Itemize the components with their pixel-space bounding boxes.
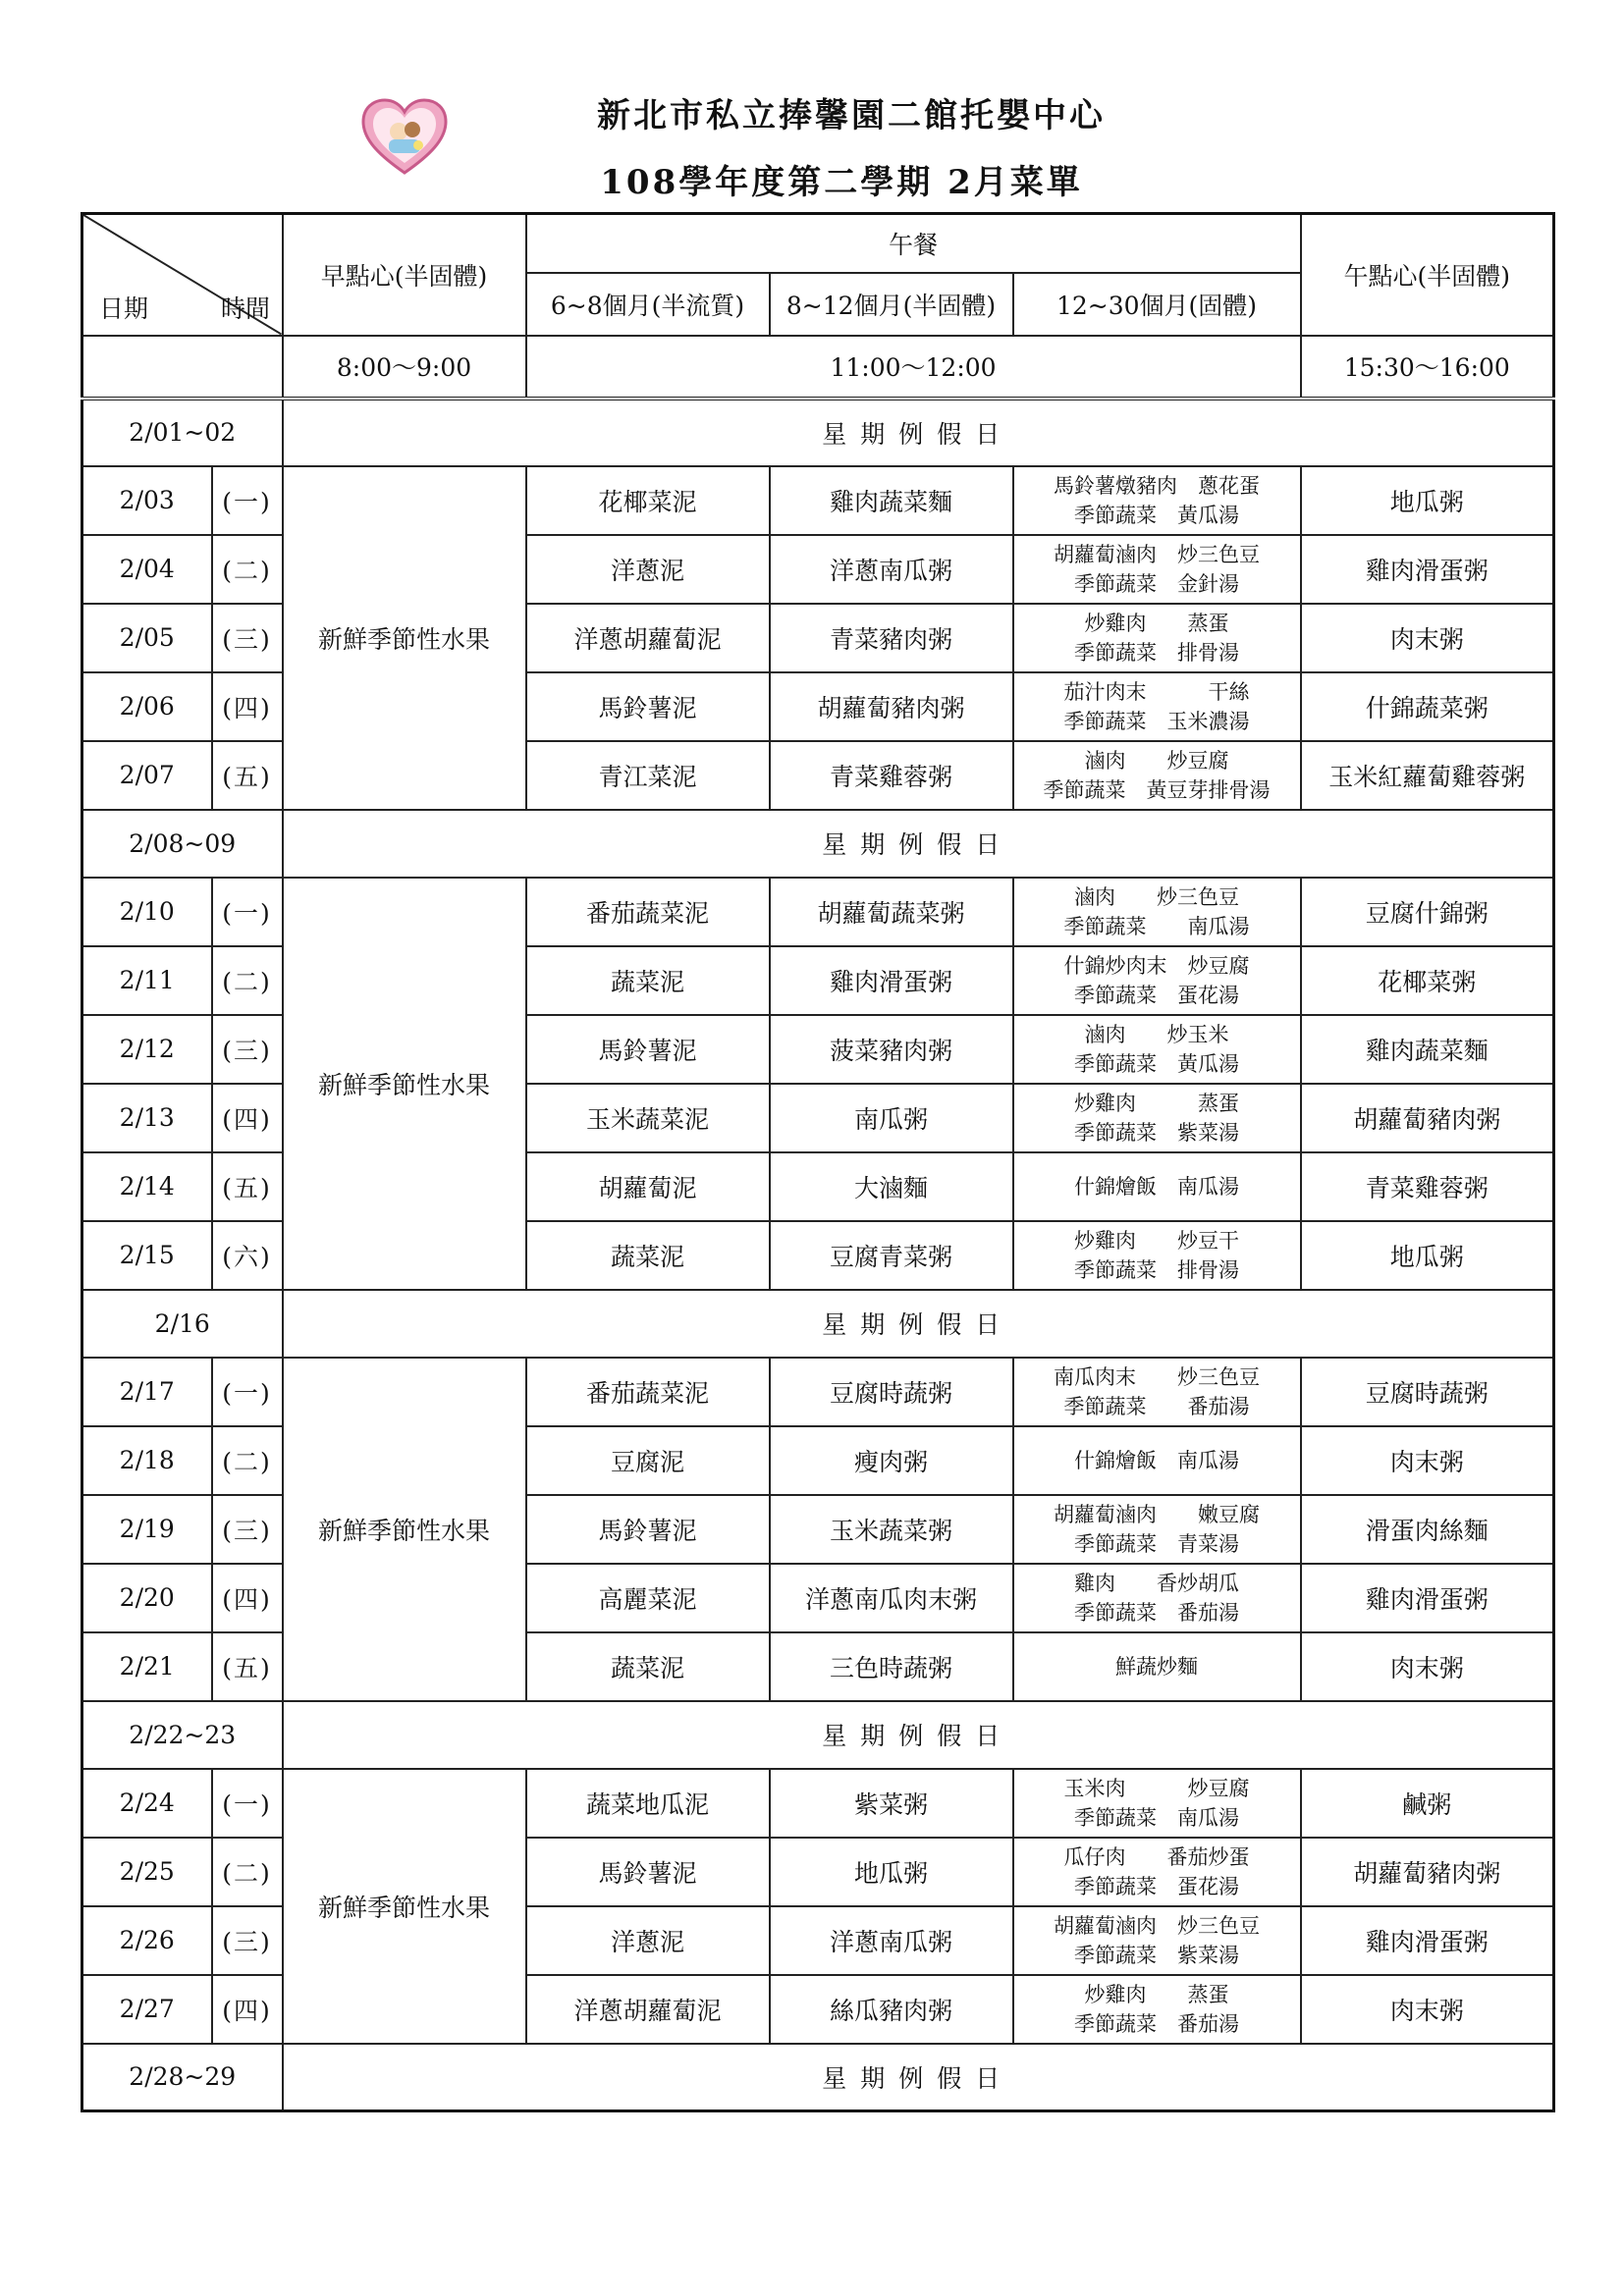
holiday-label: 星期例假日	[283, 810, 1554, 878]
menu-table	[81, 212, 1555, 2112]
lunch-12-30-line-1: 馬鈴薯燉豬肉 蔥花蛋	[1054, 473, 1261, 498]
lunch-12-30-line-2: 季節蔬菜 紫菜湯	[1074, 1120, 1240, 1145]
day-date: 2/14	[82, 1152, 212, 1221]
lunch-12-30-line-2: 季節蔬菜 番茄湯	[1074, 1600, 1240, 1625]
day-date: 2/18	[82, 1426, 212, 1495]
lunch-12-30-line-2: 季節蔬菜 蛋花湯	[1074, 1874, 1240, 1898]
lunch-12-30-dish	[1013, 741, 1301, 810]
lunch-12-30-dish	[1013, 1084, 1301, 1152]
lunch-6-8-dish: 蔬菜泥	[526, 1632, 770, 1701]
lunch-12-30-header: 12~30個月(固體)	[1013, 273, 1301, 336]
day-weekday: (三)	[212, 1906, 283, 1975]
lunch-12-30-line-2: 季節蔬菜 排骨湯	[1074, 1257, 1240, 1282]
lunch-12-30-dish	[1013, 1632, 1301, 1701]
holiday-label: 星期例假日	[283, 399, 1554, 466]
lunch-6-8-dish: 蔬菜泥	[526, 946, 770, 1015]
lunch-6-8-dish: 洋蔥泥	[526, 1906, 770, 1975]
snack-dish: 豆腐時蔬粥	[1301, 1358, 1554, 1426]
header-row-1	[82, 214, 1554, 273]
lunch-12-30-dish	[1013, 878, 1301, 946]
lunch-8-12-dish: 三色時蔬粥	[770, 1632, 1013, 1701]
snack-dish: 肉末粥	[1301, 1426, 1554, 1495]
lunch-8-12-dish: 紫菜粥	[770, 1769, 1013, 1838]
lunch-12-30-line-2: 季節蔬菜 黃瓜湯	[1074, 1051, 1240, 1076]
day-date: 2/11	[82, 946, 212, 1015]
lunch-6-8-dish: 馬鈴薯泥	[526, 1015, 770, 1084]
day-weekday: (五)	[212, 1632, 283, 1701]
snack-dish: 肉末粥	[1301, 1632, 1554, 1701]
lunch-6-8-dish: 番茄蔬菜泥	[526, 878, 770, 946]
date-time-header-cell	[82, 214, 283, 336]
lunch-12-30-line-1: 雞肉 香炒胡瓜	[1074, 1571, 1240, 1595]
breakfast-fruit: 新鮮季節性水果	[283, 878, 526, 1290]
lunch-12-30-line-2: 季節蔬菜 金針湯	[1074, 571, 1240, 596]
lunch-8-12-dish: 胡蘿蔔蔬菜粥	[770, 878, 1013, 946]
lunch-12-30-line-1: 鮮蔬炒麵	[1115, 1654, 1199, 1679]
lunch-12-30-line-1: 胡蘿蔔滷肉 嫩豆腐	[1054, 1502, 1261, 1526]
holiday-row	[82, 1290, 1554, 1358]
lunch-12-30-line-2: 季節蔬菜 番茄湯	[1074, 2011, 1240, 2036]
holiday-row	[82, 810, 1554, 878]
lunch-8-12-dish: 雞肉蔬菜麵	[770, 466, 1013, 535]
snack-dish: 青菜雞蓉粥	[1301, 1152, 1554, 1221]
holiday-date: 2/16	[82, 1290, 283, 1358]
lunch-12-30-line-2: 季節蔬菜 排骨湯	[1074, 640, 1240, 665]
lunch-6-8-dish: 洋蔥泥	[526, 535, 770, 604]
snack-dish: 花椰菜粥	[1301, 946, 1554, 1015]
snack-dish: 滑蛋肉絲麵	[1301, 1495, 1554, 1564]
lunch-12-30-line-1: 胡蘿蔔滷肉 炒三色豆	[1054, 1913, 1261, 1938]
day-date: 2/15	[82, 1221, 212, 1290]
breakfast-fruit: 新鮮季節性水果	[283, 466, 526, 810]
holiday-row	[82, 1701, 1554, 1769]
lunch-6-8-dish: 馬鈴薯泥	[526, 1495, 770, 1564]
day-row	[82, 466, 1554, 535]
lunch-8-12-dish: 玉米蔬菜粥	[770, 1495, 1013, 1564]
day-weekday: (四)	[212, 1564, 283, 1632]
day-row	[82, 1358, 1554, 1426]
day-date: 2/05	[82, 604, 212, 672]
day-weekday: (一)	[212, 878, 283, 946]
holiday-date: 2/28~29	[82, 2044, 283, 2111]
lunch-12-30-line-2: 季節蔬菜 番茄湯	[1063, 1394, 1250, 1418]
lunch-12-30-line-1: 什錦燴飯 南瓜湯	[1074, 1448, 1240, 1472]
day-date: 2/27	[82, 1975, 212, 2044]
day-weekday: (一)	[212, 1358, 283, 1426]
lunch-12-30-line-1: 炒雞肉 炒豆干	[1074, 1228, 1240, 1253]
lunch-12-30-dish	[1013, 1495, 1301, 1564]
day-date: 2/12	[82, 1015, 212, 1084]
holiday-row	[82, 2044, 1554, 2111]
snack-dish: 雞肉滑蛋粥	[1301, 1564, 1554, 1632]
lunch-12-30-dish	[1013, 672, 1301, 741]
lunch-8-12-dish: 洋蔥南瓜粥	[770, 535, 1013, 604]
lunch-12-30-line-1: 炒雞肉 蒸蛋	[1074, 1091, 1240, 1115]
day-date: 2/06	[82, 672, 212, 741]
lunch-12-30-line-1: 炒雞肉 蒸蛋	[1084, 611, 1229, 635]
day-date: 2/04	[82, 535, 212, 604]
lunch-12-30-line-2: 季節蔬菜 南瓜湯	[1063, 914, 1250, 938]
day-date: 2/13	[82, 1084, 212, 1152]
day-weekday: (一)	[212, 1769, 283, 1838]
time-row	[82, 336, 1554, 399]
lunch-6-8-dish: 花椰菜泥	[526, 466, 770, 535]
lunch-6-8-dish: 胡蘿蔔泥	[526, 1152, 770, 1221]
lunch-12-30-line-1: 滷肉 炒三色豆	[1074, 884, 1240, 909]
lunch-8-12-dish: 洋蔥南瓜粥	[770, 1906, 1013, 1975]
day-weekday: (四)	[212, 672, 283, 741]
lunch-12-30-dish	[1013, 1838, 1301, 1906]
holiday-row	[82, 399, 1554, 466]
lunch-12-30-dish	[1013, 466, 1301, 535]
lunch-12-30-line-2: 季節蔬菜 青菜湯	[1074, 1531, 1240, 1556]
lunch-6-8-dish: 洋蔥胡蘿蔔泥	[526, 1975, 770, 2044]
lunch-12-30-dish	[1013, 1358, 1301, 1426]
lunch-12-30-line-2: 季節蔬菜 玉米濃湯	[1063, 709, 1250, 733]
lunch-8-12-dish: 絲瓜豬肉粥	[770, 1975, 1013, 2044]
lunch-6-8-dish: 馬鈴薯泥	[526, 672, 770, 741]
day-date: 2/19	[82, 1495, 212, 1564]
lunch-6-8-header: 6~8個月(半流質)	[526, 273, 770, 336]
time-row-blank	[82, 336, 283, 399]
lunch-12-30-dish	[1013, 604, 1301, 672]
lunch-12-30-dish	[1013, 1221, 1301, 1290]
holiday-date: 2/22~23	[82, 1701, 283, 1769]
lunch-12-30-line-2: 季節蔬菜 蛋花湯	[1074, 983, 1240, 1007]
lunch-12-30-line-2: 季節蔬菜 黃瓜湯	[1074, 503, 1240, 527]
lunch-8-12-dish: 胡蘿蔔豬肉粥	[770, 672, 1013, 741]
holiday-date: 2/01~02	[82, 399, 283, 466]
day-weekday: (六)	[212, 1221, 283, 1290]
day-date: 2/25	[82, 1838, 212, 1906]
snack-header: 午點心(半固體)	[1301, 214, 1554, 336]
snack-dish: 肉末粥	[1301, 1975, 1554, 2044]
lunch-6-8-dish: 番茄蔬菜泥	[526, 1358, 770, 1426]
day-date: 2/21	[82, 1632, 212, 1701]
lunch-12-30-line-1: 炒雞肉 蒸蛋	[1084, 1982, 1229, 2006]
holiday-label: 星期例假日	[283, 1290, 1554, 1358]
lunch-6-8-dish: 玉米蔬菜泥	[526, 1084, 770, 1152]
snack-dish: 胡蘿蔔豬肉粥	[1301, 1838, 1554, 1906]
day-date: 2/26	[82, 1906, 212, 1975]
lunch-6-8-dish: 蔬菜地瓜泥	[526, 1769, 770, 1838]
holiday-date: 2/08~09	[82, 810, 283, 878]
lunch-8-12-dish: 青菜豬肉粥	[770, 604, 1013, 672]
day-weekday: (一)	[212, 466, 283, 535]
lunch-12-30-dish	[1013, 1975, 1301, 2044]
lunch-8-12-dish: 地瓜粥	[770, 1838, 1013, 1906]
day-date: 2/17	[82, 1358, 212, 1426]
day-weekday: (四)	[212, 1084, 283, 1152]
day-weekday: (四)	[212, 1975, 283, 2044]
breakfast-fruit: 新鮮季節性水果	[283, 1769, 526, 2044]
lunch-8-12-dish: 雞肉滑蛋粥	[770, 946, 1013, 1015]
lunch-8-12-dish: 豆腐青菜粥	[770, 1221, 1013, 1290]
lunch-12-30-dish	[1013, 1015, 1301, 1084]
time-header-label: 時間	[221, 294, 271, 323]
breakfast-fruit: 新鮮季節性水果	[283, 1358, 526, 1701]
lunch-6-8-dish: 蔬菜泥	[526, 1221, 770, 1290]
lunch-8-12-dish: 瘦肉粥	[770, 1426, 1013, 1495]
day-weekday: (二)	[212, 946, 283, 1015]
lunch-12-30-line-1: 什錦燴飯 南瓜湯	[1074, 1174, 1240, 1199]
lunch-8-12-dish: 南瓜粥	[770, 1084, 1013, 1152]
date-header-label: 日期	[99, 294, 149, 323]
snack-dish: 雞肉滑蛋粥	[1301, 535, 1554, 604]
lunch-time: 11:00～12:00	[526, 336, 1301, 399]
school-name: 新北市私立捧馨園二館托嬰中心	[597, 96, 1106, 135]
lunch-12-30-line-1: 胡蘿蔔滷肉 炒三色豆	[1054, 542, 1261, 566]
lunch-6-8-dish: 馬鈴薯泥	[526, 1838, 770, 1906]
lunch-8-12-dish: 大滷麵	[770, 1152, 1013, 1221]
holiday-label: 星期例假日	[283, 2044, 1554, 2111]
lunch-12-30-dish	[1013, 946, 1301, 1015]
snack-dish: 雞肉滑蛋粥	[1301, 1906, 1554, 1975]
day-row	[82, 1769, 1554, 1838]
lunch-12-30-line-2: 季節蔬菜 黃豆芽排骨湯	[1043, 777, 1271, 802]
lunch-12-30-dish	[1013, 1426, 1301, 1495]
day-weekday: (五)	[212, 1152, 283, 1221]
page-header	[0, 0, 1624, 211]
lunch-8-12-dish: 豆腐時蔬粥	[770, 1358, 1013, 1426]
lunch-12-30-line-2: 季節蔬菜 紫菜湯	[1074, 1943, 1240, 1967]
day-row	[82, 878, 1554, 946]
lunch-12-30-line-1: 什錦炒肉末 炒豆腐	[1063, 953, 1250, 978]
lunch-header: 午餐	[526, 214, 1301, 273]
snack-dish: 雞肉蔬菜麵	[1301, 1015, 1554, 1084]
lunch-6-8-dish: 洋蔥胡蘿蔔泥	[526, 604, 770, 672]
day-weekday: (二)	[212, 1838, 283, 1906]
lunch-8-12-dish: 青菜雞蓉粥	[770, 741, 1013, 810]
snack-dish: 鹹粥	[1301, 1769, 1554, 1838]
breakfast-header: 早點心(半固體)	[283, 214, 526, 336]
lunch-12-30-dish	[1013, 1769, 1301, 1838]
lunch-12-30-line-2: 季節蔬菜 南瓜湯	[1074, 1805, 1240, 1830]
lunch-12-30-line-1: 茄汁肉末 干絲	[1063, 679, 1250, 704]
day-date: 2/24	[82, 1769, 212, 1838]
snack-dish: 胡蘿蔔豬肉粥	[1301, 1084, 1554, 1152]
lunch-12-30-line-1: 玉米肉 炒豆腐	[1063, 1776, 1250, 1800]
day-weekday: (三)	[212, 604, 283, 672]
lunch-12-30-dish	[1013, 535, 1301, 604]
snack-dish: 玉米紅蘿蔔雞蓉粥	[1301, 741, 1554, 810]
lunch-12-30-line-1: 滷肉 炒豆腐	[1084, 748, 1229, 773]
snack-dish: 地瓜粥	[1301, 1221, 1554, 1290]
menu-title: 108學年度第二學期 2月菜單	[600, 163, 1083, 202]
day-date: 2/07	[82, 741, 212, 810]
lunch-8-12-dish: 洋蔥南瓜肉末粥	[770, 1564, 1013, 1632]
lunch-12-30-line-1: 南瓜肉末 炒三色豆	[1054, 1364, 1261, 1389]
lunch-12-30-dish	[1013, 1564, 1301, 1632]
snack-dish: 地瓜粥	[1301, 466, 1554, 535]
snack-dish: 肉末粥	[1301, 604, 1554, 672]
day-date: 2/10	[82, 878, 212, 946]
breakfast-time: 8:00～9:00	[283, 336, 526, 399]
lunch-8-12-header: 8~12個月(半固體)	[770, 273, 1013, 336]
day-date: 2/20	[82, 1564, 212, 1632]
lunch-12-30-dish	[1013, 1906, 1301, 1975]
lunch-6-8-dish: 高麗菜泥	[526, 1564, 770, 1632]
snack-dish: 什錦蔬菜粥	[1301, 672, 1554, 741]
lunch-12-30-line-1: 瓜仔肉 番茄炒蛋	[1063, 1844, 1250, 1869]
lunch-8-12-dish: 菠菜豬肉粥	[770, 1015, 1013, 1084]
snack-time: 15:30～16:00	[1301, 336, 1554, 399]
lunch-6-8-dish: 青江菜泥	[526, 741, 770, 810]
lunch-6-8-dish: 豆腐泥	[526, 1426, 770, 1495]
lunch-12-30-dish	[1013, 1152, 1301, 1221]
day-weekday: (二)	[212, 535, 283, 604]
lunch-12-30-line-1: 滷肉 炒玉米	[1084, 1022, 1229, 1046]
day-weekday: (三)	[212, 1015, 283, 1084]
holiday-label: 星期例假日	[283, 1701, 1554, 1769]
day-weekday: (二)	[212, 1426, 283, 1495]
day-weekday: (五)	[212, 741, 283, 810]
snack-dish: 豆腐什錦粥	[1301, 878, 1554, 946]
day-date: 2/03	[82, 466, 212, 535]
day-weekday: (三)	[212, 1495, 283, 1564]
